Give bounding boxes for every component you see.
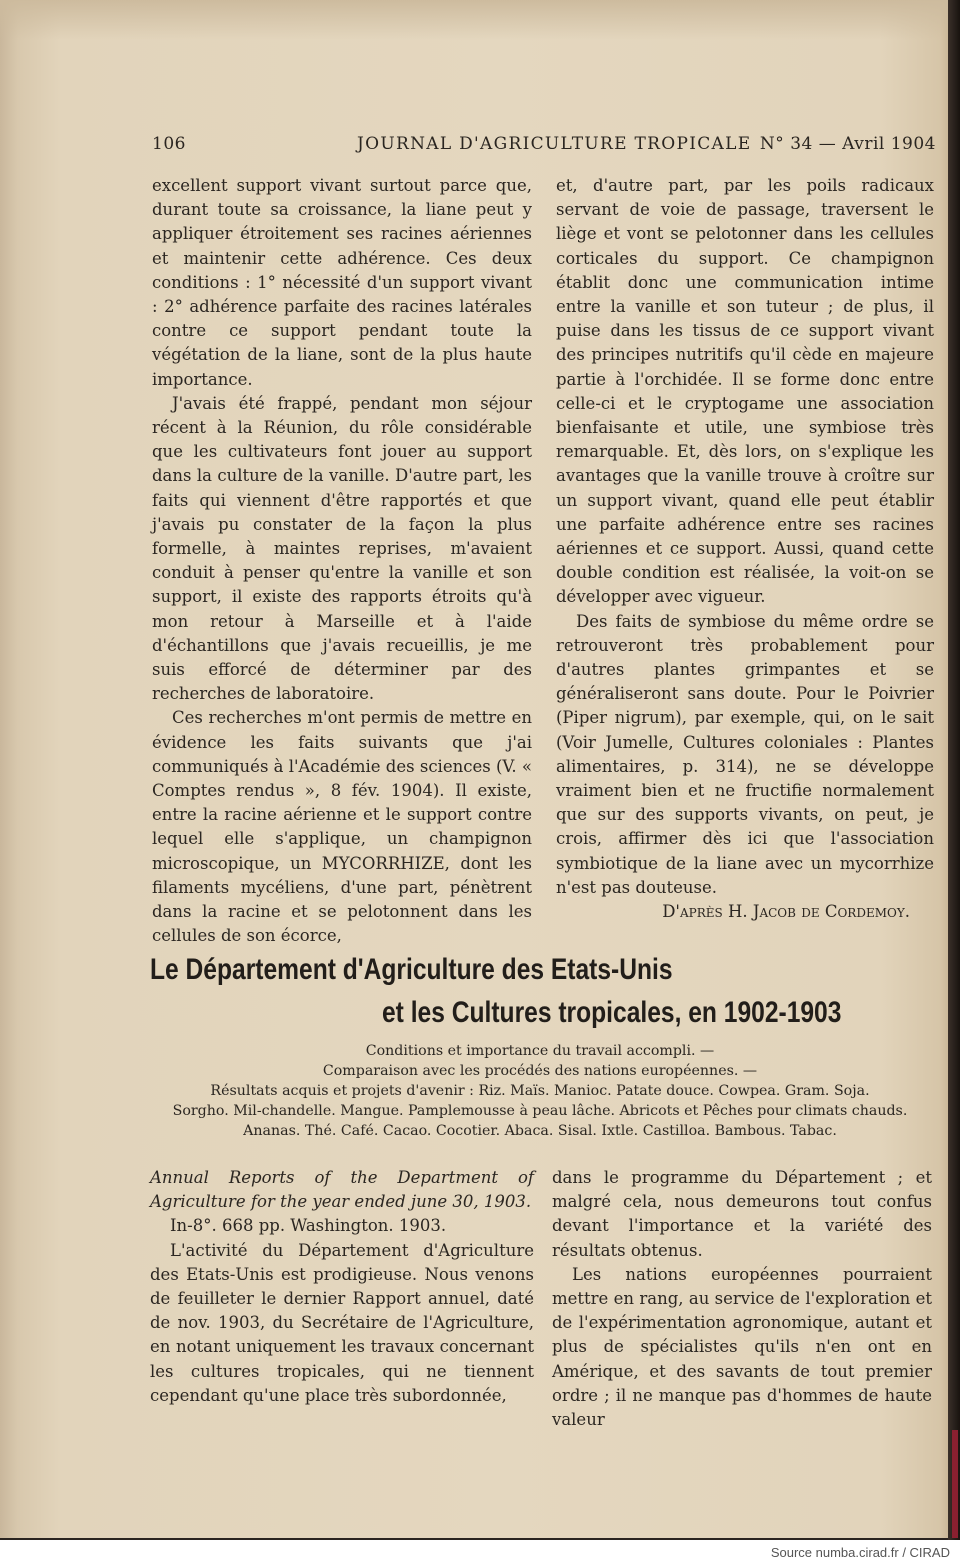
bibliographic-reference: Annual Reports of the Department of Agriculture for the year ended june 30, 1903. (150, 1168, 534, 1212)
subtitle-line: Comparaison avec les procédés des nations européennes. — (322, 1063, 758, 1079)
subtitle-line: Sorgho. Mil-chandelle. Mangue. Pamplemousse à peau lâche. Abricots et Pêches pour climats chauds. (172, 1103, 908, 1119)
article2-column-left (150, 1166, 534, 1408)
journal-title: JOURNAL D'AGRICULTURE TROPICALE (357, 134, 752, 154)
paragraph: Des faits de symbiose du même ordre se retrouveront très probablement pour d'autres plantes grimpantes et se généraliseront sans doute. Pour le Poivrier (Piper nigrum), par exemple, qui, on le sait (Voir Jumelle, Cultures coloniales : Plantes alimentaires, p. 314), ne se développe vraiment bien et ne fructifie normalement que sur des supports vivants, on peut, je crois, affirmer dès ici que l'association symbiotique de la liane avec un mycorrhize n'est pas douteuse. (556, 611, 934, 897)
issue-label: N° 34 — Avril 1904 (759, 134, 936, 154)
article1-column-left (152, 174, 532, 949)
paragraph: L'activité du Département d'Agriculture des Etats-Unis est prodigieuse. Nous venons de feuilleter le dernier Rapport annuel, daté de nov. 1903, du Secrétaire de l'Agriculture, en notant uniquement les travaux concernant les cultures tropicales, qui ne tiennent cependant qu'une place très subordonnée, (150, 1240, 534, 1405)
paragraph: dans le programme du Département ; et malgré cela, nous demeurons tout confus devant l'importance et la variété des résultats obtenus. (552, 1168, 932, 1260)
source-credit: Source numba.cirad.fr / CIRAD (770, 1545, 950, 1560)
paragraph: excellent support vivant surtout parce que, durant toute sa croissance, la liane peut y appliquer étroitement ses racines aériennes et maintenir cette adhérence. Ces deux conditions : 1° nécessité d'un support vivant : 2° adhérence parfaite des racines latérales contre ce support pendant toute la végétation de la liane, sont de la plus haute importance. (152, 176, 532, 389)
paragraph: Les nations européennes pourraient mettre en rang, au service de l'exploration et de l'expérimentation agronomique, autant et plus de spécialistes qu'ils n'en ont en Amérique, et des savants de tout premier ordre ; il ne manque pas d'hommes de haute valeur (552, 1264, 932, 1430)
author-signature: D'après H. Jacob de Cordemoy. (662, 902, 910, 922)
subtitle-line: Résultats acquis et projets d'avenir : Riz. Maïs. Manioc. Patate douce. Cowpea. Gram. Soja. (210, 1083, 870, 1099)
article1-column-right (556, 174, 934, 924)
subtitle-line: Conditions et importance du travail accompli. — (365, 1043, 715, 1059)
article2-column-right (552, 1166, 932, 1432)
paragraph: et, d'autre part, par les poils radicaux servant de voie de passage, traversent le liège et vont se pelotonner dans les cellules corticales du support. Ce champignon établit donc une communication intime entre la vanille et son tuteur ; de plus, il puise dans les tissus de ce support vivant des principes nutritifs qu'il cède en majeure partie à l'orchidée. Il se forme donc entre celle-ci et le cryptogame une association bienfaisante et utile, une symbiose très remarquable. Et, dès lors, on s'explique les avantages que la vanille trouve à croître sur un support vivant, quand elle peut établir une parfaite adhérence entre ses racines aériennes et ce support. Aussi, quand cette double condition est réalisée, la voit-on se développer avec vigueur. (556, 176, 934, 607)
article-title-line-1: Le Département d'Agriculture des Etats-Unis (150, 953, 673, 986)
reference-details: In-8°. 668 pp. Washington. 1903. (170, 1216, 447, 1236)
page-number: 106 (152, 134, 186, 154)
book-spine (948, 0, 960, 1540)
article-title-line-2: et les Cultures tropicales, en 1902-1903 (382, 996, 842, 1029)
paragraph: J'avais été frappé, pendant mon séjour récent à la Réunion, du rôle considérable que les cultivateurs font jouer au support dans la culture de la vanille. D'autre part, les faits qui viennent d'être rapportés et que j'avais pu constater de la façon la plus formelle, à maintes reprises, m'avaient conduit à penser qu'entre la vanille et son support, il existe des rapports étroits qu'à mon retour à Marseille et à l'aide d'échantillons que j'avais recueillis, je me suis efforcé de déterminer par des recherches de laboratoire. (152, 393, 532, 704)
running-header (152, 134, 936, 158)
paragraph: Ces recherches m'ont permis de mettre en évidence les faits suivants que j'ai communiqués à l'Académie des sciences (V. « Comptes rendus », 8 fév. 1904). Il existe, entre la racine aérienne et le support contre lequel elle s'applique, un champignon microscopique, un MYCORRHIZE, dont les filaments mycéliens, d'une part, pénètrent dans la racine et se pelotonnent dans les cellules de son écorce, (152, 708, 532, 946)
subtitle-line: Ananas. Thé. Café. Cacao. Cocotier. Abaca. Sisal. Ixtle. Castilloa. Bambous. Tabac. (243, 1123, 837, 1139)
bookmark-ribbon (952, 1430, 958, 1538)
